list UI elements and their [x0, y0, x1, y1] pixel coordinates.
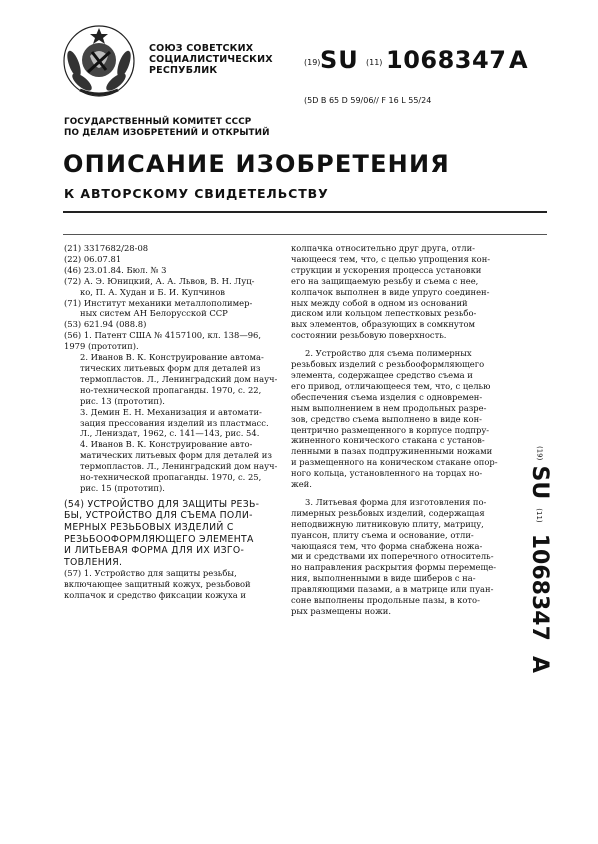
patent-number-label: (11)	[366, 58, 383, 67]
claim-line: элемента, содержащее средство съема и	[291, 369, 473, 380]
claim-line: обеспечения съема изделия с одновремен-	[291, 391, 483, 402]
org-line-2: СОЦИАЛИСТИЧЕСКИХ	[149, 54, 273, 65]
side-patent-number	[526, 446, 556, 674]
invention-title-line: БЫ, УСТРОЙСТВО ДЛЯ СЪЕМА ПОЛИ-	[64, 510, 253, 522]
claim-line: ния, выполненными в виде шиберов с на-	[291, 573, 476, 584]
committee-line-2: ПО ДЕЛАМ ИЗОБРЕТЕНИЙ И ОТКРЫТИЙ	[64, 128, 270, 138]
claim-line: (57) 1. Устройство для защиты резьбы,	[64, 568, 237, 579]
claim-line: включающее защитный кожух, резьбовой	[64, 579, 251, 590]
biblio-line: рис. 15 (прототип).	[80, 482, 165, 493]
biblio-line: ко, П. А. Худан и Б. И. Купчинов	[80, 286, 225, 297]
biblio-line: зация прессования изделий из пластмасс.	[80, 417, 269, 428]
claim-line: колпачок и средство фиксации кожуха и	[64, 590, 246, 601]
claim-line: ным выполнением в нем продольных разре-	[291, 402, 487, 413]
invention-title-line: РЕЗЬБООФОРМЛЯЮЩЕГО ЭЛЕМЕНТА	[64, 533, 254, 545]
claim-line: рых размещены ножи.	[291, 606, 392, 616]
org-line-1: СОЮЗ СОВЕТСКИХ	[149, 43, 254, 54]
claim-line: зов, средство съема выполнено в виде кон-	[291, 413, 482, 424]
biblio-line: (71) Институт механики металлополимер-	[64, 297, 253, 308]
biblio-line: Л., Лениздат, 1962, с. 141—143, рис. 54.	[80, 428, 260, 439]
claim-line: диском или кольцом лепестковых резьбо-	[291, 308, 477, 319]
claim-line: его на защищаемую резьбу и съема с нее,	[291, 275, 479, 286]
side-patent-number-value: 1068347	[527, 533, 552, 641]
side-country-code: SU	[527, 465, 552, 500]
patent-number: 1068347	[386, 46, 507, 74]
biblio-line: 3. Демин Е. Н. Механизация и автомати-	[80, 406, 262, 417]
country-code: SU	[320, 46, 359, 74]
biblio-line: 1979 (прототип).	[64, 341, 139, 352]
claim-line: ми и средствами их поперечного относитель-	[291, 551, 494, 562]
biblio-line: тических литьевых форм для деталей из	[80, 362, 261, 373]
claim-line: резьбовых изделий с резьбооформляющего	[291, 359, 485, 370]
biblio-line: (53) 621.94 (088.8)	[64, 319, 147, 330]
invention-title-line: И ЛИТЬЕВАЯ ФОРМА ДЛЯ ИХ ИЗГО-	[64, 545, 245, 557]
biblio-line: рис. 13 (прототип).	[80, 395, 165, 406]
biblio-line: (72) А. Э. Юницкий, А. А. Львов, В. Н. Луц-	[64, 275, 255, 286]
claim-line: ленными в пазах подпружиненными ножами	[291, 446, 493, 457]
claim-line: состоянии резьбовую поверхность.	[291, 330, 447, 341]
biblio-line: но-технической пропаганды. 1970, с. 22,	[80, 384, 262, 395]
claim-line: 2. Устройство для съема полимерных	[305, 348, 472, 359]
invention-title-line: ТОВЛЕНИЯ.	[64, 556, 123, 568]
biblio-line: (22) 06.07.81	[64, 253, 122, 264]
biblio-line: но-технической пропаганды. 1970, с. 25,	[80, 472, 262, 483]
biblio-line: 2. Иванов В. К. Конструирование автома-	[80, 352, 264, 363]
patent-number-line	[304, 46, 574, 72]
claim-line: пуансон, плиту съема и основание, отли-	[291, 529, 474, 540]
claim-line: чающееся тем, что, с целью упрощения кон-	[291, 253, 491, 264]
biblio-line: ных систем АН Белорусской ССР	[80, 308, 228, 319]
claim-line: чающаяся тем, что форма снабжена ножа-	[291, 540, 483, 551]
claim-line: его привод, отличающееся тем, что, с целью	[291, 380, 491, 391]
claim-line: ного кольца, установленного на торцах но-	[291, 468, 483, 479]
claim-line: жей.	[291, 479, 312, 490]
invention-title-line: (54) УСТРОЙСТВО ДЛЯ ЗАЩИТЫ РЕЗЬ-	[64, 498, 260, 510]
claim-line: колпачка относительно друг друга, отли-	[291, 243, 475, 253]
claim-line: центрично размещенного в корпусе подпру-	[291, 424, 490, 435]
org-line-3: РЕСПУБЛИК	[149, 65, 218, 76]
ussr-emblem-icon	[62, 24, 136, 98]
biblio-line: термопластов. Л., Ленинградский дом науч-	[80, 373, 278, 384]
header-rule	[63, 211, 547, 213]
claim-line: лимерных резьбовых изделий, содержащая	[291, 507, 485, 518]
claim-line: и размещенного на коническом стакане опор-	[291, 457, 498, 468]
biblio-line: 4. Иванов В. К. Конструирование авто-	[80, 439, 253, 450]
right-column	[291, 243, 516, 617]
biblio-line: (46) 23.01.84. Бюл. № 3	[64, 264, 167, 275]
document-title: ОПИСАНИЕ ИЗОБРЕТЕНИЯ	[63, 150, 450, 178]
country-code-label: (19)	[304, 58, 321, 67]
claim-line: колпачок выполнен в виде упруго соединен-	[291, 286, 490, 297]
claim-line: правляющими пазами, а в матрице или пуан-	[291, 584, 494, 595]
left-column	[64, 243, 280, 601]
claim-line: соне выполнены продольные пазы, в кото-	[291, 595, 480, 606]
side-number-label: (11)	[535, 508, 544, 523]
biblio-line: матических литьевых форм для деталей из	[80, 450, 272, 461]
claim-line: жиненного конического стакана с установ-	[291, 435, 485, 446]
biblio-line: (21) 3317682/28-08	[64, 243, 149, 253]
side-kind-code: A	[527, 656, 552, 674]
claim-line: ных между собой в одном из оснований	[291, 297, 468, 308]
claim-line: неподвижную литниковую плиту, матрицу,	[291, 518, 484, 529]
invention-title-line: МЕРНЫХ РЕЗЬБОВЫХ ИЗДЕЛИЙ С	[64, 522, 234, 534]
claim-line: вых элементов, образующих в сомкнутом	[291, 319, 476, 330]
claim-line: но направления раскрытия формы перемеще-	[291, 562, 497, 573]
committee-line-1: ГОСУДАРСТВЕННЫЙ КОМИТЕТ СССР	[64, 117, 252, 127]
claim-line: 3. Литьевая форма для изготовления по-	[305, 496, 487, 507]
kind-code: A	[509, 46, 528, 74]
ipc-classification: (5D B 65 D 59/06// F 16 L 55/24	[304, 96, 432, 105]
document-subtitle: К АВТОРСКОМУ СВИДЕТЕЛЬСТВУ	[64, 186, 329, 201]
biblio-line: (56) 1. Патент США № 4157100, кл. 138—96,	[64, 330, 262, 341]
body-rule	[63, 234, 547, 235]
claim-line: струкции и ускорения процесса установки	[291, 264, 482, 275]
biblio-line: термопластов. Л., Ленинградский дом науч-	[80, 461, 278, 472]
side-country-label: (19)	[535, 446, 544, 461]
